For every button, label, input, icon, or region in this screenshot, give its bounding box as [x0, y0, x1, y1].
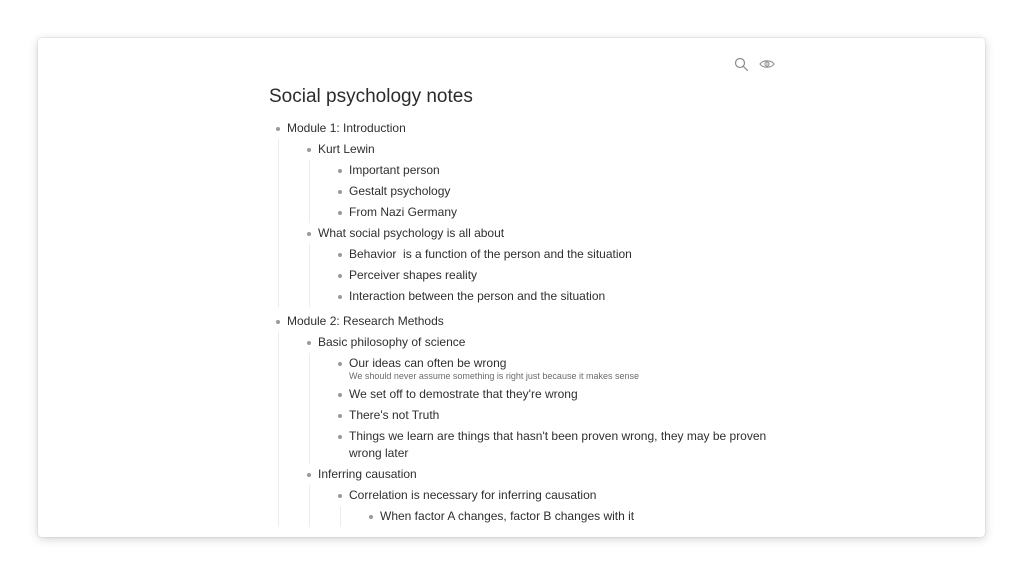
outline-item-text	[349, 355, 639, 382]
outline-item-text[interactable]: Things we learn are things that hasn't been proven wrong, they may be proven wrong later	[349, 429, 767, 460]
outline-row	[300, 139, 829, 160]
outline-children	[309, 160, 829, 223]
outline-item-text[interactable]: Important person	[349, 163, 440, 177]
outline-row	[300, 332, 829, 353]
outline-item-text[interactable]: Inferring causation	[318, 467, 417, 481]
outline-item	[331, 286, 829, 307]
outline-row	[331, 286, 829, 307]
outline-children	[309, 353, 829, 464]
outline-row	[331, 405, 829, 426]
bullet-icon[interactable]	[331, 288, 349, 305]
outline-item-text[interactable]: We set off to demostrate that they're wrong	[349, 387, 578, 401]
bullet-icon[interactable]	[331, 267, 349, 284]
outline-children	[278, 332, 829, 527]
outline-children	[340, 506, 829, 527]
outline-row	[300, 464, 829, 485]
outline-item-text[interactable]: From Nazi Germany	[349, 205, 458, 219]
bullet-icon[interactable]	[300, 141, 318, 158]
outline-item-text[interactable]: Gestalt psychology	[349, 184, 451, 198]
bullet-icon[interactable]	[269, 313, 287, 330]
outline-row	[331, 353, 829, 384]
document-window	[38, 38, 985, 537]
outline-item-text[interactable]: Correlation is necessary for inferring causation	[349, 488, 597, 502]
outline-item-text[interactable]: Interaction between the person and the situation	[349, 289, 606, 303]
outline-item	[300, 332, 829, 464]
page-title[interactable]: Social psychology notes	[269, 86, 473, 107]
outline-item	[331, 384, 829, 405]
outline-item-note[interactable]: We should never assume something is right just because it makes sense	[349, 371, 639, 381]
bullet-icon[interactable]	[331, 386, 349, 403]
outline-children	[309, 485, 829, 527]
outline-row	[331, 426, 829, 464]
bullet-icon[interactable]	[331, 355, 349, 372]
outline-item-text[interactable]: Kurt Lewin	[318, 142, 375, 156]
outline-item-text[interactable]: Module 2: Research Methods	[287, 314, 444, 328]
outline-item-text[interactable]: Module 1: Introduction	[287, 121, 406, 135]
outline-item	[300, 223, 829, 307]
outline-item	[331, 405, 829, 426]
bullet-icon[interactable]	[331, 428, 349, 445]
outline-row	[362, 506, 829, 527]
outline-item	[331, 426, 829, 464]
outline-item-text[interactable]: Basic philosophy of science	[318, 335, 466, 349]
outline-item	[331, 244, 829, 265]
bullet-icon[interactable]	[300, 466, 318, 483]
outline-row	[331, 485, 829, 506]
bullet-icon[interactable]	[362, 508, 380, 525]
outline-item	[300, 139, 829, 223]
bullet-icon[interactable]	[331, 183, 349, 200]
outline-row	[269, 118, 829, 139]
outline-row	[269, 311, 829, 332]
outline-item	[331, 353, 829, 384]
outline-children	[278, 139, 829, 307]
bullet-icon[interactable]	[331, 246, 349, 263]
outline-row	[331, 265, 829, 286]
bullet-icon[interactable]	[331, 162, 349, 179]
outline-item	[331, 160, 829, 181]
search-icon[interactable]	[733, 56, 749, 72]
outline-item-text[interactable]: What social psychology is all about	[318, 226, 505, 240]
eye-icon[interactable]	[759, 56, 775, 72]
outline-root	[269, 118, 829, 527]
outline-item	[269, 311, 829, 527]
outline-row	[331, 244, 829, 265]
outline-item	[300, 464, 829, 527]
outline-row	[331, 181, 829, 202]
bullet-icon[interactable]	[300, 334, 318, 351]
outline-item	[331, 265, 829, 286]
outline-item-text[interactable]: Perceiver shapes reality	[349, 268, 478, 282]
outline-item-label[interactable]: Our ideas can often be wrong	[349, 356, 507, 370]
outline-item	[331, 181, 829, 202]
toolbar	[733, 56, 775, 72]
bullet-icon[interactable]	[269, 120, 287, 137]
bullet-icon[interactable]	[331, 204, 349, 221]
outline-item	[331, 202, 829, 223]
bullet-icon[interactable]	[300, 225, 318, 242]
outline-item-text[interactable]: There's not Truth	[349, 408, 440, 422]
outline-item-text[interactable]: When factor A changes, factor B changes with it	[380, 509, 635, 523]
outline-item	[269, 118, 829, 307]
outline-children	[309, 244, 829, 307]
outline-row	[300, 223, 829, 244]
bullet-icon[interactable]	[331, 407, 349, 424]
outline-row	[331, 160, 829, 181]
outline-item	[362, 506, 829, 527]
outline-item-text[interactable]: Behavior is a function of the person and the situation	[349, 247, 632, 261]
outline-content	[269, 84, 829, 527]
outline-item	[331, 485, 829, 527]
outline-row	[331, 384, 829, 405]
bullet-icon[interactable]	[331, 487, 349, 504]
outline-row	[331, 202, 829, 223]
